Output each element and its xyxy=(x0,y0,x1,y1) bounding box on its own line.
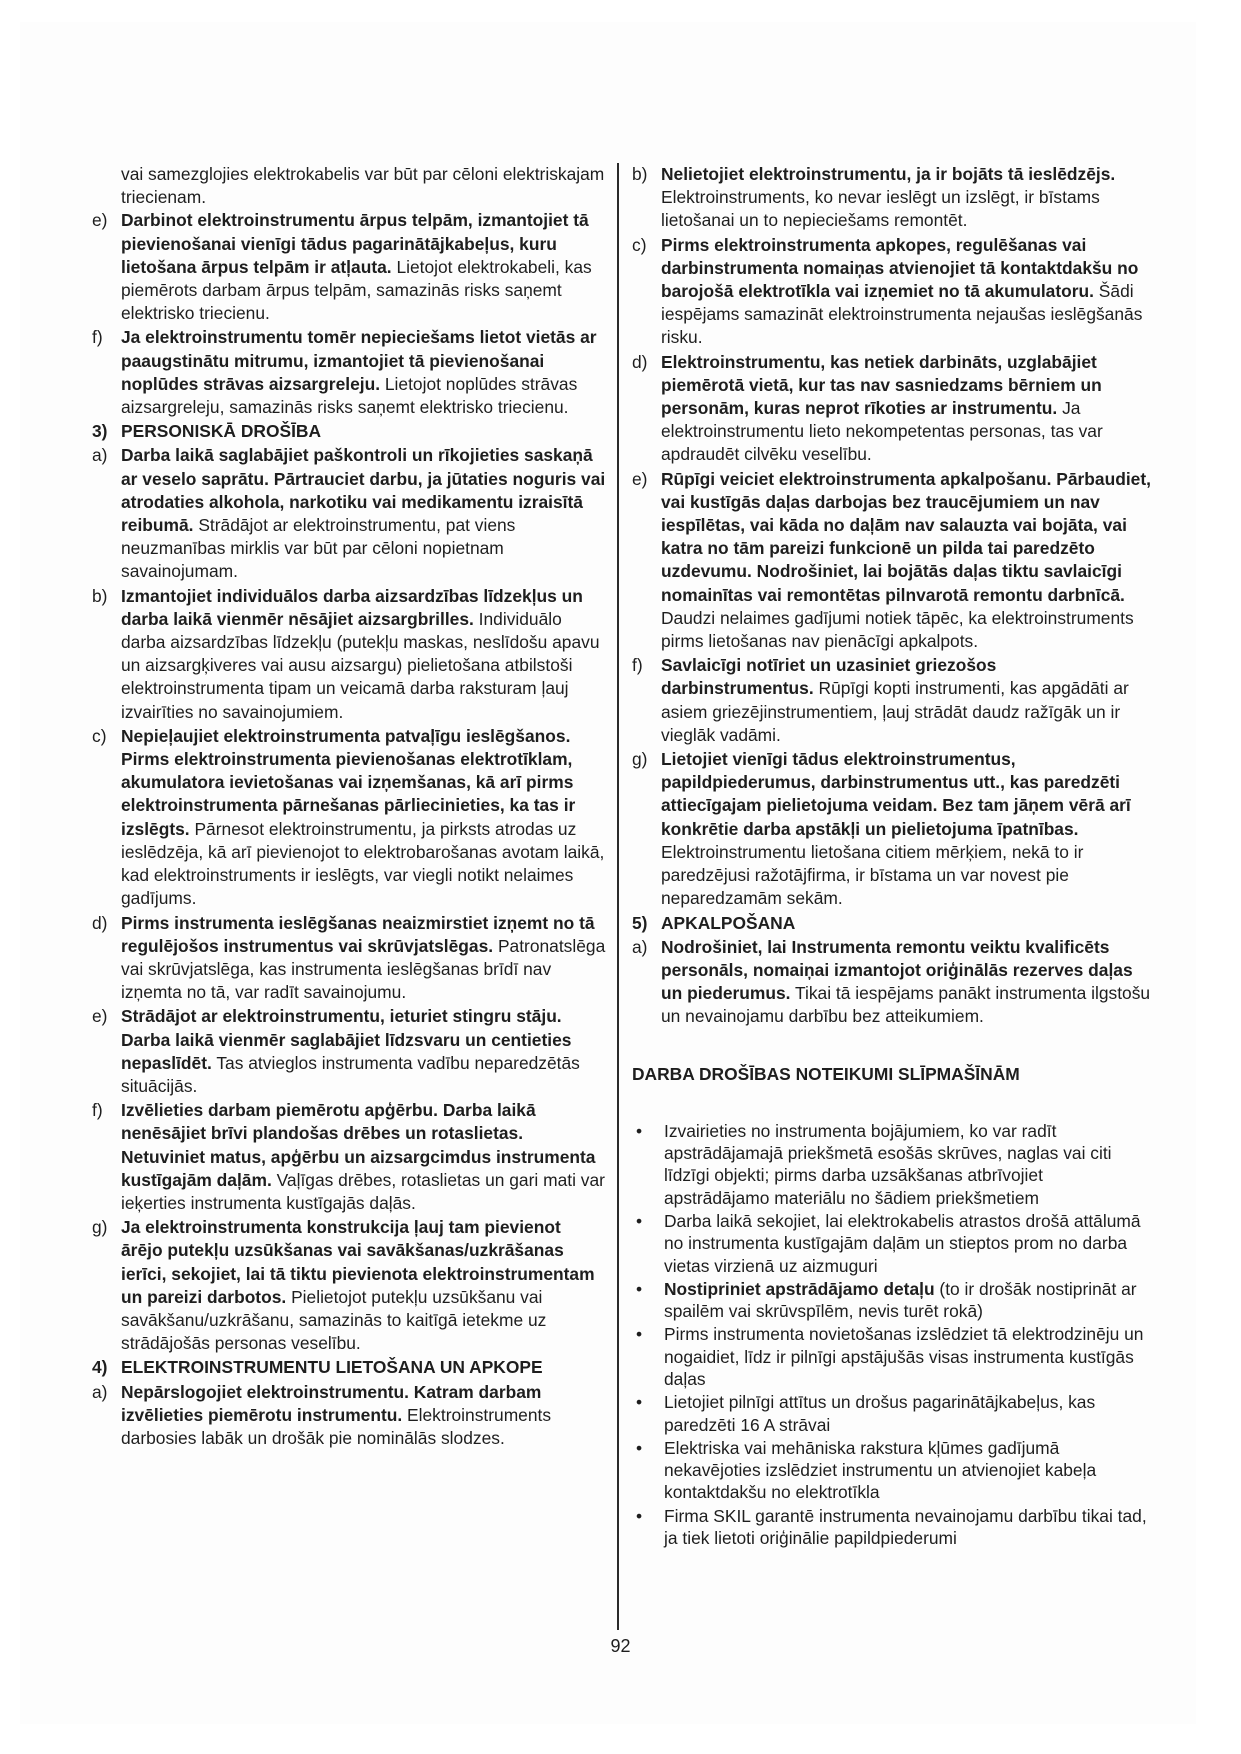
bullet-icon: • xyxy=(636,1324,643,1345)
bullet-item: • Lietojiet pilnīgi attītus un drošus pagarinātājkabeļus, kas paredzēti 16 A strāvai xyxy=(636,1392,1096,1435)
item-g-dust-extraction: g) Ja elektroinstrumenta konstrukcija ļauj tam pievienot ārējo putekļu uzsūkšanas vai savākšanas/uzkrāšanas ierīci, sekojiet, lai tā tiktu pievienota elektroinstrumentam un pareizi darbotos. Pielietojot putekļu uzsūkšanu vai savākšanu/uzkrāšanu, samazinās to kaitīgā ietekme uz strādājošās personas veselību. xyxy=(92,1217,595,1354)
item-e-footing: e) Strādājot ar elektroinstrumentu, ieturiet stingru stāju. Darba laikā vienmēr saglabājiet līdzsvaru un centieties nepaslīdēt. Tas atvieglos instrumenta vadību neparedzētās situācijās. xyxy=(92,1006,580,1096)
item-d-storage: d) Elektroinstrumentu, kas netiek darbināts, uzglabājiet piemērotā vietā, kur tas nav sasniedzams bērniem un personām, kuras neprot rīkoties ar instrumentu. Ja elektroinstrumentu lieto nekompetentas personas, tas var apdraudēt cilvēku veselību. xyxy=(632,351,1103,465)
bullet-icon: • xyxy=(636,1210,643,1231)
item-f-clothing: f) Izvēlieties darbam piemērotu apģērbu. Darba laikā nenēsājiet brīvi plandošas drēbes un rotaslietas. Netuviniet matus, apģērbu un aizsargcimdus instrumenta kustīgajām daļām. Vaļīgas drēbes, rotaslietas un gari mati var ieķerties instrumenta kustīgajās daļās. xyxy=(92,1100,605,1213)
item-a-service: a) Nodrošiniet, lai Instrumenta remontu veiktu kvalificēts personāls, nomaiņai izmantojot oriģinālās rezerves daļas un piederumus. Tikai tā iespējams panākt instrumenta ilgstošu un nevainojamu darbību bez atteikumiem. xyxy=(632,936,1151,1027)
bullet-icon: • xyxy=(636,1505,643,1526)
bullet-item: • Pirms instrumenta novietošanas izslēdziet tā elektrodzinēju un nogaidiet, līdz ir pilnīgi apstājušās visas instrumenta kustīgās daļas xyxy=(636,1324,1144,1389)
item-b-faulty-switch: b) Nelietojiet elektroinstrumentu, ja ir bojāts tā ieslēdzējs. Elektroinstruments, ko nevar ieslēgt un izslēgt, ir bīstams lietošanai un to nepieciešams remontēt. xyxy=(632,164,1116,231)
section-4-heading: 4) ELEKTROINSTRUMENTU LIETOŠANA UN APKOPE xyxy=(92,1357,543,1378)
item-a-alertness: a) Darba laikā saglabājiet paškontroli un rīkojieties saskaņā ar veselo saprātu. Pārtrauciet darbu, ja jūtaties noguris vai atrodaties alkohola, narkotiku vai medikamentu izraisītā reibumā. Strādājot ar elektroinstrumentu, pat viens neuzmanības mirklis var būt par cēloni nopietnam savainojumam. xyxy=(92,445,606,582)
bullet-item: • Izvairieties no instrumenta bojājumiem, ko var radīt apstrādājamajā priekšmetā esošās skrūves, naglas vai citi līdzīgi objekti; pirms darba uzsākšanas atbrīvojiet apstrādājamo materiālu no šādiem priekšmetiem xyxy=(636,1120,1112,1208)
bullet-icon: • xyxy=(636,1120,643,1141)
bullet-icon: • xyxy=(636,1392,643,1413)
bullet-item: • Firma SKIL garantē instrumenta nevainojamu darbību tikai tad, ja tiek lietoti oriģinālie papildpiederumi xyxy=(636,1505,1147,1549)
bullet-item: • Nostipriniet apstrādājamo detaļu (to ir drošāk nostiprināt ar spailēm vai skrūvspīlēm, nevis turēt rokā) xyxy=(636,1278,1137,1322)
right-column xyxy=(632,163,1152,1550)
section-5-heading: 5) APKALPOŠANA xyxy=(632,912,796,933)
item-d-adjusting-keys: d) Pirms instrumenta ieslēgšanas neaizmirstiet izņemt no tā regulējošos instrumentus vai skrūvjatslēgas. Patronatslēga vai skrūvjatslēga, kas instrumenta ieslēgšanas brīdī nav izņemta no tā, var radīt savainojumu. xyxy=(92,912,606,1003)
column-divider xyxy=(617,163,619,1630)
bullet-item: • Darba laikā sekojiet, lai elektrokabelis atrastos drošā attālumā no instrumenta kustīgajām daļām un stieptos prom no darba vietas virzienā uz aizmuguri xyxy=(636,1210,1141,1276)
bullet-icon: • xyxy=(636,1278,643,1299)
left-column xyxy=(92,163,607,1451)
item-c-disconnect-plug: c) Pirms elektroinstrumenta apkopes, regulēšanas vai darbinstrumenta nomaiņas atvienojiet tā kontaktdakšu no barojošā elektrotīkla vai izņemiet no tā akumulatoru. Šādi iespējams samazināt elektroinstrumenta nejaušas ieslēgšanās risku. xyxy=(632,234,1143,348)
item-a-no-overload: a) Nepārslogojiet elektroinstrumentu. Katram darbam izvēlieties piemērotu instrumentu. Elektroinstruments darbosies labāk un drošāk pie nominālās slodzes. xyxy=(92,1381,552,1448)
section-3-heading: 3) PERSONISKĀ DROŠĪBA xyxy=(92,421,322,442)
item-c-unintentional-start: c) Nepieļaujiet elektroinstrumenta patvaļīgu ieslēgšanos. Pirms elektroinstrumenta pievienošanas elektrotīklam, akumulatora ievietošanas vai izņemšanas, kā arī pirms elektroinstrumenta pārnešanas pārliecinieties, ka tas ir izslēgts. Pārnesot elektroinstrumentu, ja pirksts atrodas uz ieslēdzēja, kā arī pievienojot to elektrobarošanas avotam laikā, kad elektroinstruments ir ieslēgts, var viegli notikt nelaimes gadījums. xyxy=(92,725,605,909)
item-g-intended-use: g) Lietojiet vienīgi tādus elektroinstrumentus, papildpiederumus, darbinstrumentus utt., kas paredzēti attiecīgajam pielietojuma veidam. Bez tam jāņem vērā arī konkrētie darba apstākļi un pielietojuma īpatnības. Elektroinstrumentu lietošana citiem mērķiem, nekā to ir paredzējusi ražotājfirma, ir bīstama un var novest pie neparedzamām sekām. xyxy=(632,749,1131,909)
continued-text: vai samezglojies elektrokabelis var būt par cēloni elektriskajam triecienam. xyxy=(121,164,605,208)
grinder-safety-heading: DARBA DROŠĪBAS NOTEIKUMI SLĪPMAŠĪNĀM xyxy=(632,1063,1020,1084)
bullet-icon: • xyxy=(636,1437,643,1458)
item-f-sharp-tools: f) Savlaicīgi notīriet un uzasiniet griezošos darbinstrumentus. Rūpīgi kopti instrumenti, kas apgādāti ar asiem griezējinstrumentiem, ļauj strādāt daudz ražīgāk un ir vieglāk vadāmi. xyxy=(632,655,1129,745)
item-b-protective-equipment: b) Izmantojiet individuālos darba aizsardzības līdzekļus un darba laikā vienmēr nēsājiet aizsargbrilles. Individuālo darba aizsardzības līdzekļu (putekļu maskas, neslīdošu apavu un aizsargķiveres vai ausu aizsargu) pielietošana atbilstoši elektroinstrumenta tipam un veicamā darba raksturam ļauj izvairīties no savainojumiem. xyxy=(92,585,600,722)
page-number: 92 xyxy=(610,1636,631,1656)
item-f-rcd: f) Ja elektroinstrumentu tomēr nepieciešams lietot vietās ar paaugstinātu mitrumu, izmantojiet tā pievienošanai noplūdes strāvas aizsargreleju. Lietojot noplūdes strāvas aizsargreleju, samazinās risks saņemt elektrisko triecienu. xyxy=(92,327,597,418)
item-e-outdoor-cables: e) Darbinot elektroinstrumentu ārpus telpām, izmantojiet tā pievienošanai vienīgi tādus pagarinātājkabeļus, kuru lietošana ārpus telpām ir atļauta. Lietojot elektrokabeli, kas piemērots darbam ārpus telpām, samazinās risks saņemt elektrisko triecienu. xyxy=(92,210,592,324)
item-e-maintenance: e) Rūpīgi veiciet elektroinstrumenta apkalpošanu. Pārbaudiet, vai kustīgās daļas darbojas bez traucējumiem un nav iespīlētas, vai kāda no daļām nav salauzta vai bojāta, vai katra no tām pareizi funkcionē un pilda tai paredzēto uzdevumu. Nodrošiniet, lai bojātās daļas tiktu savlaicīgi nomainītas vai remontētas pilnvarotā remontu darbnīcā. Daudzi nelaimes gadījumi notiek tāpēc, ka elektroinstruments pirms lietošanas nav pienācīgi apkalpots. xyxy=(632,468,1151,652)
bullet-item: • Elektriska vai mehāniska rakstura kļūmes gadījumā nekavējoties izslēdziet instrumentu un atvienojiet kabeļa kontaktdakšu no elektrotīkla xyxy=(636,1437,1097,1503)
